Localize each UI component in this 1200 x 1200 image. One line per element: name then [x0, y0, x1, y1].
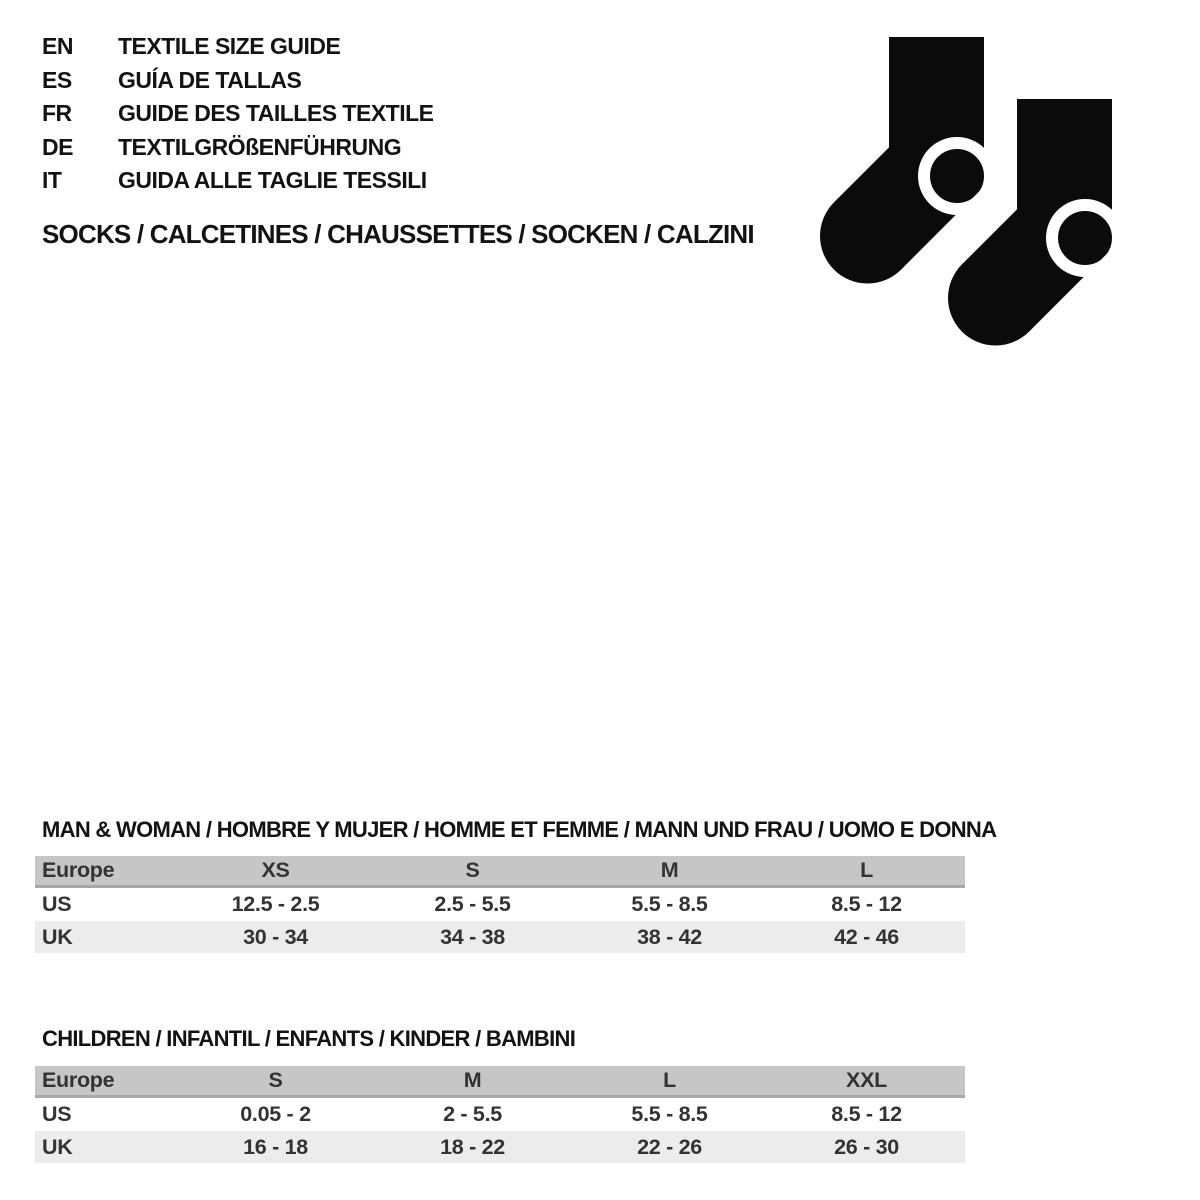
children-size-section [35, 1027, 965, 1163]
language-code: FR [42, 100, 72, 127]
size-cell: 16 - 18 [177, 1131, 374, 1163]
table-header-row [35, 856, 965, 887]
language-code: IT [42, 167, 62, 194]
size-cell: 26 - 30 [768, 1131, 965, 1163]
table-row-uk [35, 1131, 965, 1163]
column-header-size: XS [177, 856, 374, 887]
size-cell: 30 - 34 [177, 921, 374, 953]
language-guide-title: GUIDE DES TAILLES TEXTILE [118, 100, 434, 127]
size-cell: 0.05 - 2 [177, 1097, 374, 1132]
language-list [42, 30, 434, 198]
adults-table-title: MAN & WOMAN / HOMBRE Y MUJER / HOMME ET FEMME / MANN UND FRAU / UOMO E DONNA [42, 817, 997, 842]
table-row-us [35, 1097, 965, 1132]
size-cell: 34 - 38 [374, 921, 571, 953]
adults-size-section [35, 817, 997, 953]
product-category-line: SOCKS / CALCETINES / CHAUSSETTES / SOCKEN / CALZINI [42, 219, 754, 249]
row-label: US [35, 887, 177, 922]
language-guide-title: TEXTILGRÖßENFÜHRUNG [118, 133, 402, 160]
size-cell: 8.5 - 12 [768, 1097, 965, 1132]
size-table-adults [35, 856, 965, 953]
column-header-size: M [374, 1066, 571, 1097]
column-header-size: XXL [768, 1066, 965, 1097]
size-cell: 18 - 22 [374, 1131, 571, 1163]
socks-icon [820, 37, 1113, 350]
column-header-size: S [177, 1066, 374, 1097]
size-cell: 38 - 42 [571, 921, 768, 953]
language-code: EN [42, 33, 73, 60]
table-header-row [35, 1066, 965, 1097]
row-label: UK [35, 1131, 177, 1163]
language-row [42, 30, 434, 64]
language-guide-title: GUIDA ALLE TAGLIE TESSILI [118, 167, 427, 194]
table-row-us [35, 887, 965, 922]
language-code: DE [42, 133, 73, 160]
language-row [42, 164, 434, 198]
row-label: US [35, 1097, 177, 1132]
column-header-size: S [374, 856, 571, 887]
language-guide-title: TEXTILE SIZE GUIDE [118, 33, 341, 60]
language-row [42, 97, 434, 131]
size-cell: 12.5 - 2.5 [177, 887, 374, 922]
column-header-size: M [571, 856, 768, 887]
table-row-uk [35, 921, 965, 953]
size-cell: 22 - 26 [571, 1131, 768, 1163]
children-table-title: CHILDREN / INFANTIL / ENFANTS / KINDER / BAMBINI [42, 1026, 576, 1051]
language-code: ES [42, 66, 72, 93]
size-table-children [35, 1066, 965, 1163]
column-header-region: Europe [35, 856, 177, 887]
row-label: UK [35, 921, 177, 953]
size-cell: 5.5 - 8.5 [571, 887, 768, 922]
language-row [42, 64, 434, 98]
size-cell: 5.5 - 8.5 [571, 1097, 768, 1132]
size-cell: 8.5 - 12 [768, 887, 965, 922]
language-guide-title: GUÍA DE TALLAS [118, 66, 302, 93]
size-cell: 2 - 5.5 [374, 1097, 571, 1132]
column-header-size: L [571, 1066, 768, 1097]
sock-left [820, 37, 990, 284]
size-cell: 42 - 46 [768, 921, 965, 953]
column-header-region: Europe [35, 1066, 177, 1097]
language-row [42, 131, 434, 165]
size-cell: 2.5 - 5.5 [374, 887, 571, 922]
column-header-size: L [768, 856, 965, 887]
